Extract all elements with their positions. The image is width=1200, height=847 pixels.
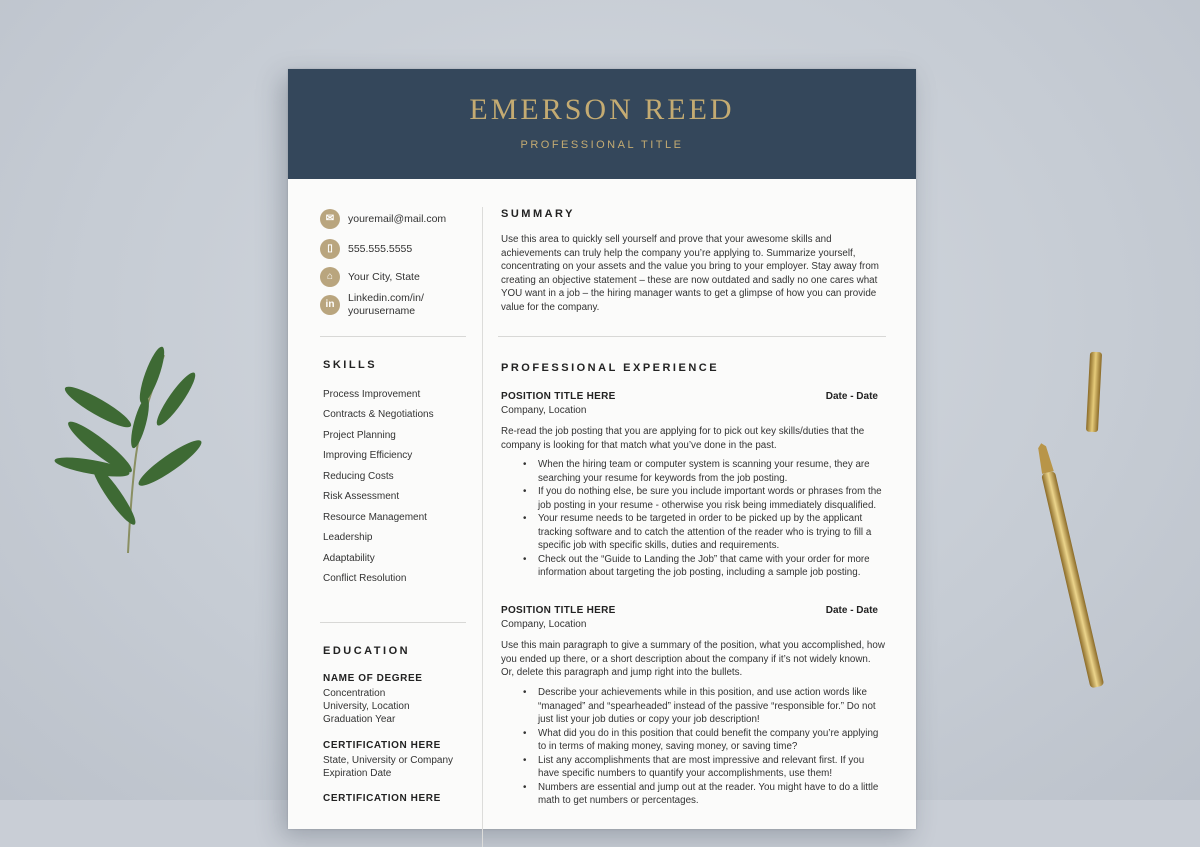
list-item: • Your resume needs to be targeted in order to be picked up by the applicant tracking software and to catch the attention of the reader who is trying to fill a specific job with specific skills, duties and requirements. <box>538 512 883 553</box>
company-location: Company, Location <box>501 619 587 630</box>
list-item: • Check out the “Guide to Landing the Job” that came with your order for more information about targeting the job posting, including a sample job posting. <box>538 553 883 580</box>
summary-text: Use this area to quickly sell yourself and prove that your awesome skills and achievements can truly help the company you’re applying to. Summarize yourself, concentrating on your assets and the value you bring to your employer. Stay away from creating an objective statement – these are now outdated and sadly no one cares what YOU want in a job – the hiring manager wants to get a glimpse of how you can provide value for the company. <box>501 234 879 313</box>
location-text: Your City, State <box>348 270 420 283</box>
phone-icon: ▯ <box>320 239 340 259</box>
olive-branch-decoration <box>40 335 215 560</box>
company-location: Company, Location <box>501 405 587 416</box>
home-icon: ⌂ <box>320 267 340 287</box>
list-item: • If you do nothing else, be sure you include important words or phrases from the job posting in your resume - otherwise you risk being immediately disqualified. <box>538 485 883 512</box>
gold-pen-cap-decoration <box>1083 350 1107 436</box>
degree-line: Concentration <box>323 688 386 699</box>
list-item: • When the hiring team or computer system is scanning your resume, they are searching your resume for keywords from the job posting. <box>538 458 883 485</box>
position-date: Date - Date <box>825 605 878 616</box>
list-item: • What did you do in this position that could benefit the company you’re applying to in terms of making money, saving money, or saving time? <box>538 727 883 754</box>
degree-line: Graduation Year <box>323 714 396 725</box>
gold-pen-decoration <box>1030 440 1110 695</box>
position-date: Date - Date <box>825 391 878 402</box>
candidate-name: EMERSON REED <box>469 93 735 126</box>
certification-title: CERTIFICATION HERE <box>323 740 441 751</box>
contact-linkedin <box>320 292 424 318</box>
degree-line: University, Location <box>323 701 410 712</box>
skill-item: Process Improvement <box>323 389 421 400</box>
job-intro: Use this main paragraph to give a summary of the position, what you accomplished, how you ended up there, or a short description about the company if it’s not widely known. Or, delete this paragraph and jump right into the bullets. <box>501 640 885 678</box>
skill-item: Conflict Resolution <box>323 573 407 584</box>
job-intro: Re-read the job posting that you are applying for to pick out key skills/duties that the company is looking for that match what you’ve done in the past. <box>501 426 865 451</box>
job-bullets <box>538 458 883 580</box>
certification-title: CERTIFICATION HERE <box>323 793 441 804</box>
degree-title: NAME OF DEGREE <box>323 673 423 684</box>
skill-item: Risk Assessment <box>323 491 400 502</box>
resume-page <box>288 69 916 829</box>
list-item: • List any accomplishments that are most impressive and relevant first. If you have specific numbers to quantify your accomplishments, use them! <box>538 754 883 781</box>
contact-location <box>320 267 420 287</box>
certification-line: State, University or Company <box>323 755 454 766</box>
skill-item: Reducing Costs <box>323 471 394 482</box>
skill-item: Leadership <box>323 532 373 543</box>
experience-heading: PROFESSIONAL EXPERIENCE <box>501 362 720 374</box>
summary-heading: SUMMARY <box>501 208 575 220</box>
email-icon: ✉ <box>320 209 340 229</box>
list-item: • Describe your achievements while in this position, and use action words like “managed” and “spearheaded” instead of the passive “responsible for.” Do not just list your job duties or copy your job description! <box>538 686 883 727</box>
sidebar-divider <box>320 336 466 337</box>
position-title: POSITION TITLE HERE <box>501 391 616 402</box>
skill-item: Adaptability <box>323 553 375 564</box>
certification-line: Expiration Date <box>323 768 392 779</box>
skill-item: Project Planning <box>323 430 396 441</box>
column-divider <box>482 207 483 847</box>
skill-item: Resource Management <box>323 512 427 523</box>
list-item: • Numbers are essential and jump out at the reader. You might have to do a little math to get numbers or percentages. <box>538 781 883 808</box>
resume-header <box>288 69 916 179</box>
job-bullets <box>538 686 883 808</box>
sidebar-divider <box>320 622 466 623</box>
contact-phone <box>320 239 412 259</box>
linkedin-icon: in <box>320 295 340 315</box>
position-title: POSITION TITLE HERE <box>501 605 616 616</box>
email-text: youremail@mail.com <box>348 212 447 225</box>
skill-item: Contracts & Negotiations <box>323 409 434 420</box>
skills-heading: SKILLS <box>323 359 378 371</box>
main-divider <box>498 336 886 337</box>
phone-text: 555.555.5555 <box>348 242 413 255</box>
education-heading: EDUCATION <box>323 645 411 657</box>
professional-title: PROFESSIONAL TITLE <box>520 139 684 151</box>
skill-item: Improving Efficiency <box>323 450 413 461</box>
contact-email <box>320 209 446 229</box>
linkedin-text: Linkedin.com/in/ yourusername <box>348 292 424 317</box>
